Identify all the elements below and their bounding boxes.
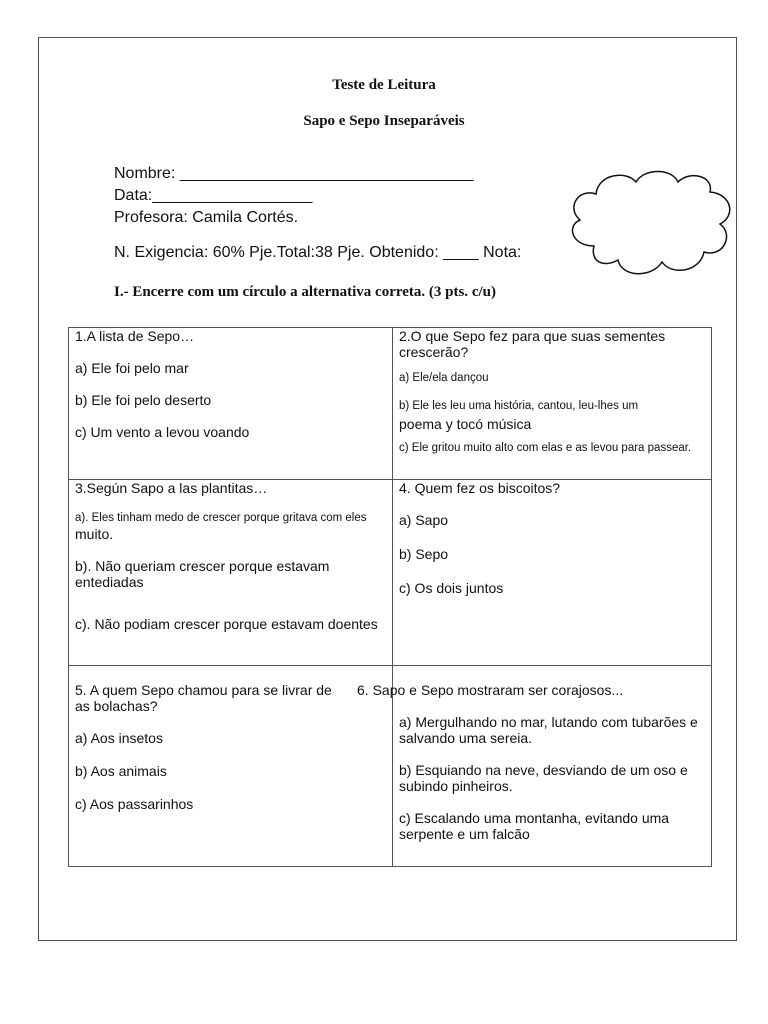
question-1-option-a: a) Ele foi pelo mar bbox=[75, 360, 189, 376]
question-5-option-a: a) Aos insetos bbox=[75, 730, 163, 746]
question-4-text: 4. Quem fez os biscoitos? bbox=[399, 480, 561, 496]
question-4-option-a: a) Sapo bbox=[399, 512, 449, 528]
question-2-text: 2.O que Sepo fez para que suas sementes crescerão? bbox=[399, 328, 666, 360]
page-title: Teste de Leitura bbox=[332, 77, 436, 93]
question-6-option-c: c) Escalando uma montanha, evitando uma serpente e um falcão bbox=[399, 810, 670, 842]
question-6-cell bbox=[357, 666, 712, 867]
date-field-label: Data:__________________ bbox=[114, 187, 313, 204]
question-2-option-b-cont: poema y tocó música bbox=[399, 416, 532, 432]
question-6-option-a: a) Mergulhando no mar, lutando com tubarões e salvando uma sereia. bbox=[399, 714, 698, 746]
question-2-cell bbox=[393, 328, 712, 480]
question-2-option-c: c) Ele gritou muito alto com elas e as levou para passear. bbox=[399, 442, 692, 454]
question-6-text: 6. Sapo e Sepo mostraram ser corajosos... bbox=[357, 682, 624, 698]
question-4-option-c: c) Os dois juntos bbox=[399, 580, 504, 596]
question-5-option-b: b) Aos animais bbox=[75, 763, 167, 779]
question-4-cell bbox=[393, 480, 712, 666]
question-1-option-c: c) Um vento a levou voando bbox=[75, 424, 250, 440]
question-1-text: 1.A lista de Sepo… bbox=[75, 328, 195, 344]
question-5-text-cont: as bolachas? bbox=[75, 698, 158, 714]
page-subtitle: Sapo e Sepo Inseparáveis bbox=[303, 113, 465, 129]
teacher-label: Profesora: Camila Cortés. bbox=[114, 209, 299, 226]
question-3-option-a: a). Eles tinham medo de crescer porque gritava com eles bbox=[75, 512, 367, 524]
question-5-cell bbox=[69, 666, 393, 867]
question-2-option-a: a) Ele/ela dançou bbox=[399, 372, 489, 384]
question-4-option-b: b) Sepo bbox=[399, 546, 449, 562]
question-3-text: 3.Según Sapo a las plantitas… bbox=[75, 480, 268, 496]
cloud-shape bbox=[564, 168, 736, 278]
question-1-option-b: b) Ele foi pelo deserto bbox=[75, 392, 212, 408]
question-3-cell bbox=[69, 480, 393, 666]
question-5-option-c: c) Aos passarinhos bbox=[75, 796, 194, 812]
questions-table bbox=[68, 327, 712, 867]
question-3-option-a-cont: muito. bbox=[75, 526, 114, 542]
question-1-cell bbox=[69, 328, 393, 480]
question-3-option-c: c). Não podiam crescer porque estavam doentes bbox=[75, 616, 378, 632]
name-field-label: Nombre: _________________________________ bbox=[114, 165, 474, 182]
instructions: I.- Encerre com um círculo a alternativa correta. (3 pts. c/u) bbox=[114, 284, 496, 300]
question-3-option-b: b). Não queriam crescer porque estavam entediadas bbox=[75, 558, 330, 590]
question-2-option-b: b) Ele les leu uma história, cantou, leu-lhes um bbox=[399, 400, 639, 412]
question-5-text: 5. A quem Sepo chamou para se livrar de bbox=[75, 682, 332, 698]
grading-info: N. Exigencia: 60% Pje.Total:38 Pje. Obtenido: ____ Nota: bbox=[114, 244, 522, 261]
question-6-option-b: b) Esquiando na neve, desviando de um oso e subindo pinheiros. bbox=[399, 762, 688, 794]
